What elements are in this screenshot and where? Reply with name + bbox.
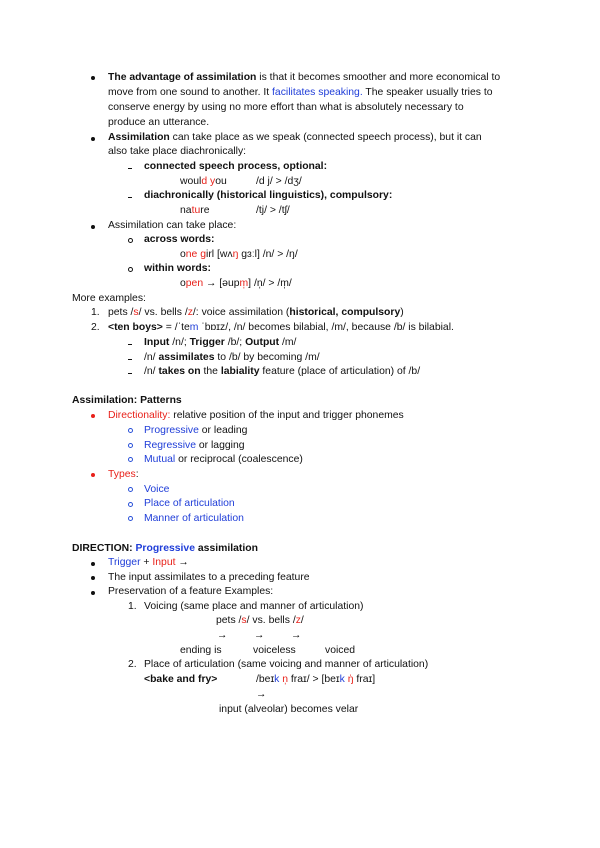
- text-line: Voicing (same place and manner of articulation): [144, 601, 364, 612]
- text-line: across words:: [144, 234, 215, 245]
- note: input (alveolar) becomes velar: [219, 704, 359, 715]
- label: voiceless: [253, 645, 296, 656]
- text-line: /n/ takes on the labiality feature (place of articulation) of /b/: [144, 366, 421, 377]
- list-number: 1.: [128, 601, 137, 612]
- ipa: /d j/ > /dʒ/: [256, 176, 302, 187]
- text-line: Regressive or lagging: [144, 440, 245, 451]
- text-line: move from one sound to another. It facilitates speaking. The speaker usually tries to: [108, 87, 493, 98]
- example: would you: [180, 176, 227, 187]
- text-line: Progressive or leading: [144, 425, 248, 436]
- label: voiced: [325, 645, 356, 656]
- section-heading: Assimilation: Patterns: [72, 395, 182, 406]
- text-line: conserve energy by using no more effort than what is absolutely necessary to: [108, 102, 464, 113]
- text-line: Preservation of a feature Examples:: [108, 586, 274, 597]
- text-line: Manner of articulation: [144, 513, 244, 524]
- list-number: 1.: [91, 307, 100, 318]
- example: one girl [wʌŋ gɜːl] /n/ > /ŋ/: [180, 249, 298, 260]
- bullet: [91, 562, 95, 566]
- text-line: Trigger + Input →: [108, 557, 189, 568]
- text-line: pets /s/ vs. bells /z/: voice assimilation (historical, compulsory): [108, 307, 404, 318]
- text-line: Mutual or reciprocal (coalescence): [144, 454, 303, 465]
- text-line: Place of articulation: [144, 498, 235, 509]
- text-line: The input assimilates to a preceding feature: [108, 572, 310, 583]
- bullet: [91, 414, 95, 418]
- text-line: within words:: [144, 263, 211, 274]
- bullet: [91, 76, 95, 80]
- example: pets /s/ vs. bells /z/: [216, 615, 304, 626]
- text-line: <ten boys> = /ˈtem ˈbɒɪz/, /n/ becomes bilabial, /m/, because /b/ is bilabial.: [108, 322, 454, 333]
- text-line: Assimilation can take place as we speak (connected speech process), but it can: [108, 132, 482, 143]
- ipa: /tj/ > /tʃ/: [256, 205, 290, 216]
- text-line: /n/ assimilates to /b/ by becoming /m/: [144, 352, 320, 363]
- arrow: →: [256, 689, 267, 700]
- dash-bullet: [128, 197, 132, 198]
- ring-bullet: [128, 238, 133, 243]
- ring-bullet: [128, 487, 133, 492]
- text-line: More examples:: [72, 293, 146, 304]
- list-number: 2.: [91, 322, 100, 333]
- text-line: Directionality: relative position of the input and trigger phonemes: [108, 410, 404, 421]
- arrow: →: [254, 630, 265, 641]
- bullet: [91, 473, 95, 477]
- bullet: [91, 137, 95, 141]
- ring-bullet: [128, 428, 133, 433]
- ring-bullet: [128, 516, 133, 521]
- arrow: →: [291, 630, 302, 641]
- text-line: Voice: [144, 484, 170, 495]
- dash-bullet: [128, 344, 132, 345]
- dash-bullet: [128, 359, 132, 360]
- ring-bullet: [128, 457, 133, 462]
- bullet: [91, 576, 95, 580]
- ring-bullet: [128, 267, 133, 272]
- text-line: also take place diachronically:: [108, 146, 247, 157]
- list-number: 2.: [128, 659, 137, 670]
- ring-bullet: [128, 502, 133, 507]
- section-heading: DIRECTION: Progressive assimilation: [72, 543, 258, 554]
- text-line: connected speech process, optional:: [144, 161, 328, 172]
- ipa: /beɪk n̩ fraɪ/ > [beɪk ŋ̍ fraɪ]: [256, 674, 376, 685]
- ring-bullet: [128, 443, 133, 448]
- example: <bake and fry>: [144, 674, 218, 685]
- arrow: →: [217, 630, 228, 641]
- example: open → [əupm̩] /n̩/ > /m̩/: [180, 278, 292, 289]
- text-line: Place of articulation (same voicing and manner of articulation): [144, 659, 429, 670]
- text-line: produce an utterance.: [108, 117, 210, 128]
- dash-bullet: [128, 373, 132, 374]
- text-line: Types:: [108, 469, 139, 480]
- bullet: [91, 225, 95, 229]
- label: ending is: [180, 645, 222, 656]
- dash-bullet: [128, 168, 132, 169]
- text-line: diachronically (historical linguistics), compulsory:: [144, 190, 393, 201]
- text-line: The advantage of assimilation is that it becomes smoother and more economical to: [108, 72, 501, 83]
- text-line: Input /n/; Trigger /b/; Output /m/: [144, 337, 297, 348]
- example: nature: [180, 205, 210, 216]
- text-line: Assimilation can take place:: [108, 220, 237, 231]
- bullet: [91, 591, 95, 595]
